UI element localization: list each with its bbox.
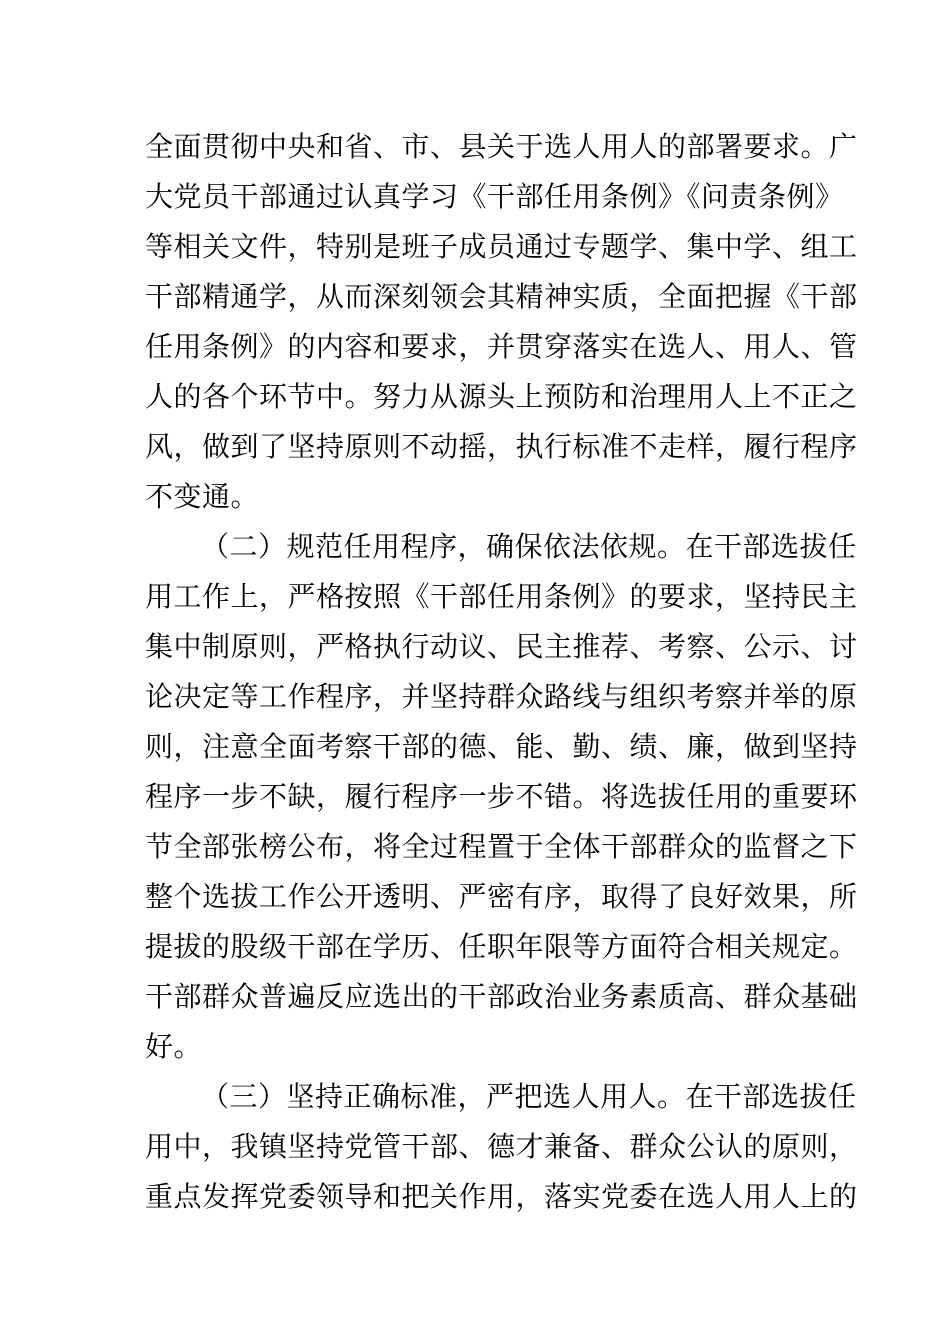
paragraph-1-line: 任用条例》的内容和要求，并贯穿落实在选人、用人、管 [145,330,858,363]
paragraph-3-line: （三）坚持正确标准，严把选人用人。在干部选拔任 [201,1080,857,1113]
paragraph-2-line: 程序一步不缺，履行程序一步不错。将选拔任用的重要环 [145,780,858,813]
paragraph-1-line: 干部精通学，从而深刻领会其精神实质，全面把握《干部 [145,280,858,313]
paragraph-2-line: 集中制原则，严格执行动议、民主推荐、考察、公示、讨 [145,630,858,663]
paragraph-3-line: 用中，我镇坚持党管干部、德才兼备、群众公认的原则， [145,1130,858,1163]
paragraph-1-line: 人的各个环节中。努力从源头上预防和治理用人上不正之 [145,380,858,413]
paragraph-3-line: 重点发挥党委领导和把关作用，落实党委在选人用人上的 [145,1180,858,1213]
paragraph-2-line: 节全部张榜公布，将全过程置于全体干部群众的监督之下 [145,830,858,863]
paragraph-1-line: 等相关文件，特别是班子成员通过专题学、集中学、组工 [145,230,858,263]
paragraph-2-line: 则，注意全面考察干部的德、能、勤、绩、廉，做到坚持 [145,730,858,763]
paragraph-1-line: 不变通。 [145,480,260,513]
paragraph-1-line: 全面贯彻中央和省、市、县关于选人用人的部署要求。广 [145,130,858,163]
paragraph-2 [145,522,858,1072]
paragraph-2-line: 用工作上，严格按照《干部任用条例》的要求，坚持民主 [145,580,858,613]
paragraph-1-line: 风，做到了坚持原则不动摇，执行标准不走样，履行程序 [145,430,858,463]
paragraph-3 [145,1072,858,1222]
paragraph-1 [145,122,858,522]
paragraph-2-line: 论决定等工作程序，并坚持群众路线与组织考察并举的原 [145,680,858,713]
paragraph-2-line: 整个选拔工作公开透明、严密有序，取得了良好效果，所 [145,880,858,913]
paragraph-2-line: 提拔的股级干部在学历、任职年限等方面符合相关规定。 [145,930,858,963]
paragraph-2-line: 好。 [145,1030,203,1063]
paragraph-2-line: （二）规范任用程序，确保依法依规。在干部选拔任 [201,530,857,563]
paragraph-1-line: 大党员干部通过认真学习《干部任用条例》《问责条例》 [145,180,844,213]
paragraph-2-line: 干部群众普遍反应选出的干部政治业务素质高、群众基础 [145,980,858,1013]
